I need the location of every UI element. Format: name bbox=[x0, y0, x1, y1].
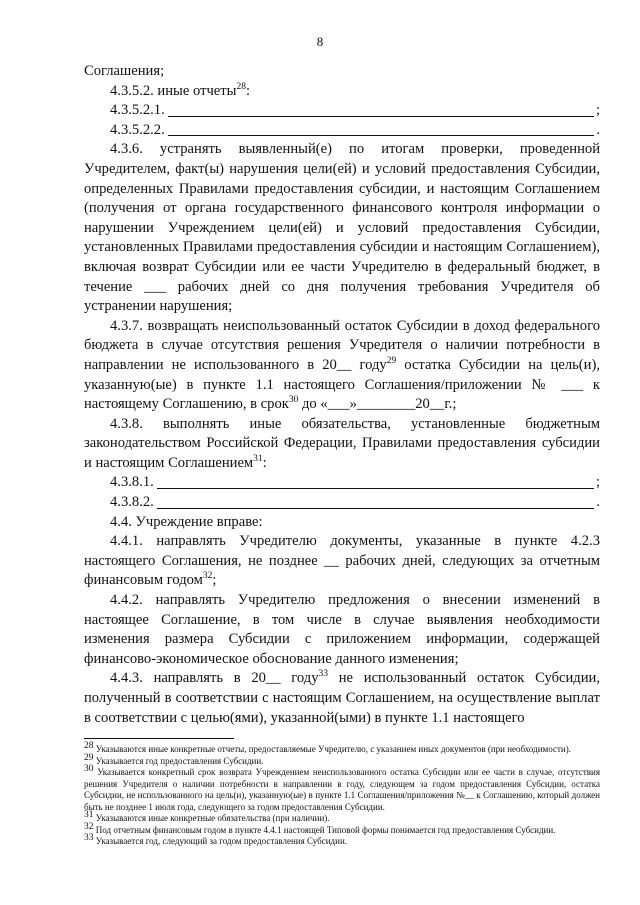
document-body bbox=[84, 62, 600, 728]
page-number: 8 bbox=[316, 34, 324, 49]
footnote-ref: 31 bbox=[253, 454, 263, 465]
footnote: $^{29}$ Указывается год предоставления Субсидии. bbox=[84, 752, 264, 766]
blank-line bbox=[157, 474, 594, 489]
footnote-ref: 30 bbox=[288, 395, 299, 406]
fill-line-4-3-8-1: 4.3.8.1. ; bbox=[110, 474, 600, 491]
footnote: $^{28}$ Указываются иные конкретные отчеты, предоставляемые Учредителю, с указанием иных документов (при необходимости). bbox=[84, 741, 571, 754]
footnote-ref: 29 bbox=[386, 356, 397, 367]
footnotes bbox=[84, 741, 600, 848]
clause-4-4-2: 4.4.2. направлять Учредителю предложения о внесении изменений в настоящее Соглашение, в том числе в случае выявления необходимости изменения размера Субсидии с приложением информации, содержащей финансово-экономическое обоснование данного изменения; bbox=[84, 592, 600, 667]
clause-4-3-6: 4.3.6. устранять выявленный(е) по итогам проверки, проведенной Учредителем, факт(ы) нарушения цели(ей) и условий предоставления Субсидии, определенных Правилами предоставления субсидии, и настоящим Соглашением (получения от органа государственного финансового контроля информации о нарушении Учреждением цели(ей) и условий предоставления Субсидии, установленных Правилами предоставления субсидии и настоящим Соглашением), включая возврат Субсидии или ее части Учредителю в федеральный бюджет, в течение ___ рабочих дней со дня получения требования Учредителя об устранении нарушения; bbox=[84, 141, 600, 315]
fill-line-4-3-5-2-1: 4.3.5.2.1. ; bbox=[110, 102, 600, 119]
clause-4-4-1: 4.4.1. направлять Учредителю документы, указанные в пункте 4.2.3 настоящего Соглашения, не позднее __ рабочих дней, следующих за отчетным финансовым годом$^{32}$; bbox=[84, 533, 600, 589]
clause-4-3-7: 4.3.7. возвращать неиспользованный остаток Субсидии в доход федерального бюджета в случае отсутствия решения Учредителя о наличии потребности в направлении не использованного в 20__ году$^{29}$ остатка Субсидии на цель(и), указанную(ые) в пункте 1.1 настоящего Соглашения/приложении № ___ к настоящему Соглашению, в срок$^{30}$ до «___»________20__г.; bbox=[84, 317, 600, 413]
footnote-ref: 32 bbox=[202, 571, 213, 582]
footnote: $^{32}$ Под отчетным финансовым годом в пункте 4.4.1 настоящей Типовой формы понимается год предоставления Субсидии. bbox=[84, 821, 556, 835]
footnote: $^{31}$ Указываются иные конкретные обязательства (при наличии). bbox=[84, 810, 330, 823]
footnote: $^{30}$ Указывается конкретный срок возврата Учреждением неиспользованного остатка Субсидии или ее части в случае, отсутствия решения Учредителя о наличии потребности в направлении в году, следующем за годом предоставления Субсидии, остатка Субсидии, не использованного на цель(и), указанную(ые) в пункте 1.1 Соглашения/приложения №__ к Соглашению, который должен быть не позднее 1 июля года, следующего за годом предоставления Субсидии. bbox=[84, 764, 600, 812]
blank-line bbox=[157, 494, 595, 509]
fill-line-4-3-5-2-2: 4.3.5.2.2. . bbox=[110, 121, 600, 138]
footnote-ref: 33 bbox=[318, 669, 328, 680]
clause-4-4-3: 4.4.3. направлять в 20__ году$^{33}$ не использованный остаток Субсидии, полученный в соответствии с настоящим Соглашением, на осуществление выплат в соответствии с целью(ями), указанной(ыми) в пункте 1.1 настоящего bbox=[84, 669, 601, 726]
footnote-divider bbox=[84, 738, 234, 739]
clause-4-3-5-2: 4.3.5.2. иные отчеты$^{28}$: bbox=[110, 81, 251, 99]
footnote-ref: 28 bbox=[236, 81, 246, 92]
text-line: Соглашения; bbox=[84, 63, 165, 79]
clause-4-3-8: 4.3.8. выполнять иные обязательства, установленные бюджетным законодательством Российской Федерации, Правилами предоставления субсидии и настоящим Соглашением$^{31}$: bbox=[84, 415, 600, 471]
footnote: $^{33}$ Указывается год, следующий за годом предоставления Субсидии. bbox=[84, 833, 348, 846]
fill-line-4-3-8-2: 4.3.8.2. . bbox=[110, 494, 600, 511]
clause-4-4: 4.4. Учреждение вправе: bbox=[110, 513, 263, 530]
blank-line bbox=[168, 102, 594, 117]
blank-line bbox=[168, 121, 595, 136]
